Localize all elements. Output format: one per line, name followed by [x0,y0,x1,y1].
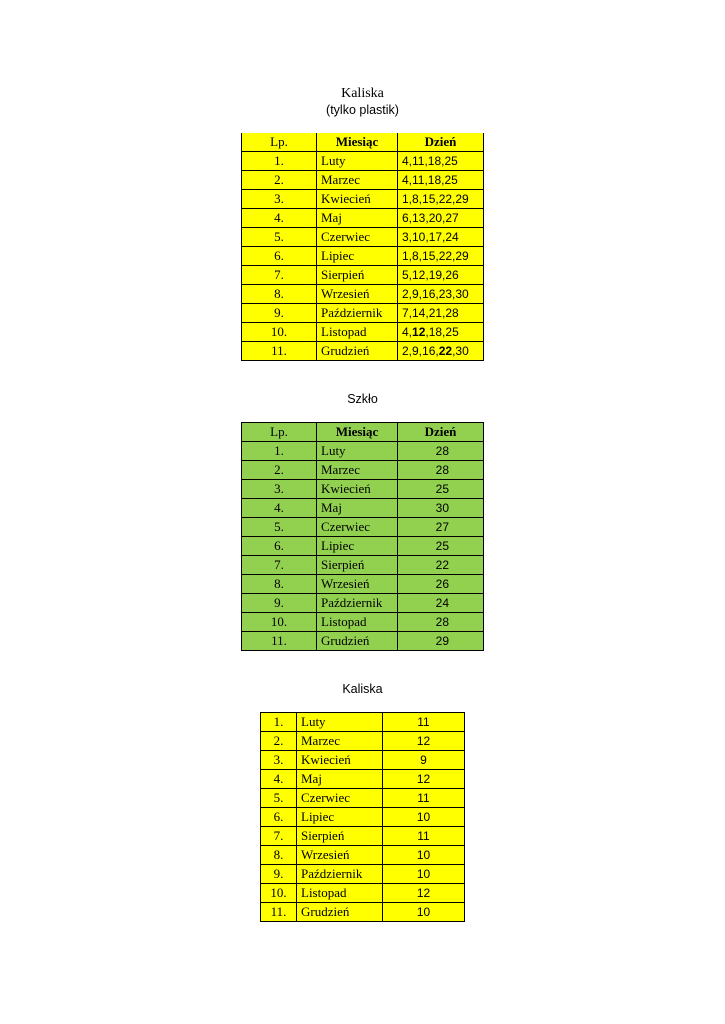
days-cell: 11 [383,713,465,732]
days-cell: 1,8,15,22,29 [398,247,484,266]
table-row [261,846,465,865]
table-row [242,285,484,304]
days-cell: 24 [398,594,484,613]
days-cell: 10 [383,865,465,884]
section3-title: Kaliska [342,682,383,696]
month-cell: Grudzień [317,632,398,651]
month-cell: Listopad [317,613,398,632]
days-text: ,30 [452,344,469,358]
month-cell: Październik [317,304,398,323]
row-number: 3. [242,480,317,499]
row-number: 10. [261,884,297,903]
table-row [261,865,465,884]
month-cell: Lipiec [317,537,398,556]
row-number: 5. [242,518,317,537]
header-day: Dzień [398,133,484,152]
table-row [242,209,484,228]
month-cell: Marzec [317,171,398,190]
month-cell: Listopad [317,323,398,342]
table-row [242,304,484,323]
month-cell: Luty [297,713,383,732]
days-cell: 1,8,15,22,29 [398,190,484,209]
month-cell: Czerwiec [317,518,398,537]
days-cell: 11 [383,827,465,846]
month-cell: Sierpień [297,827,383,846]
days-highlight: 22 [438,344,453,358]
row-number: 9. [242,594,317,613]
table-row [242,480,484,499]
table-row [242,499,484,518]
days-cell: 28 [398,461,484,480]
table-row [261,903,465,922]
row-number: 2. [261,732,297,751]
table-row [242,152,484,171]
table-row [242,575,484,594]
table-row [261,713,465,732]
month-cell: Wrzesień [297,846,383,865]
row-number: 3. [242,190,317,209]
table-row [261,808,465,827]
plastic-schedule-table [241,133,484,361]
row-number: 6. [261,808,297,827]
table-row [242,228,484,247]
row-number: 9. [242,304,317,323]
days-cell: 25 [398,480,484,499]
days-cell: 28 [398,613,484,632]
table-row [261,732,465,751]
days-cell: 10 [383,903,465,922]
month-cell: Październik [317,594,398,613]
days-text: ,18,25 [425,325,459,339]
month-cell: Wrzesień [317,285,398,304]
row-number: 4. [242,499,317,518]
days-cell: 12 [383,732,465,751]
month-cell: Grudzień [317,342,398,361]
table-row [242,323,484,342]
row-number: 1. [242,442,317,461]
table-row [261,884,465,903]
table-row [242,537,484,556]
row-number: 11. [261,903,297,922]
month-cell: Marzec [297,732,383,751]
days-cell: 6,13,20,27 [398,209,484,228]
row-number: 6. [242,537,317,556]
days-cell: 29 [398,632,484,651]
row-number: 8. [261,846,297,865]
table-row [261,751,465,770]
days-cell: 10 [383,846,465,865]
days-cell: 7,14,21,28 [398,304,484,323]
table-row [261,827,465,846]
table-row [242,190,484,209]
days-cell: 2,9,16,23,30 [398,285,484,304]
row-number: 2. [242,171,317,190]
month-cell: Maj [297,770,383,789]
row-number: 6. [242,247,317,266]
table-row [242,632,484,651]
row-number: 2. [242,461,317,480]
table-row [261,789,465,808]
row-number: 5. [261,789,297,808]
section1-subtitle: (tylko plastik) [326,103,399,117]
days-highlight: 12 [412,325,426,339]
days-cell: 12 [383,884,465,903]
row-number: 1. [242,152,317,171]
month-cell: Wrzesień [317,575,398,594]
section1-title: Kaliska [341,86,384,101]
days-cell: 30 [398,499,484,518]
month-cell: Maj [317,499,398,518]
row-number: 4. [242,209,317,228]
month-cell: Czerwiec [297,789,383,808]
table-row [261,770,465,789]
table-row [242,613,484,632]
days-cell: 4,11,18,25 [398,152,484,171]
month-cell: Październik [297,865,383,884]
table-row [242,518,484,537]
month-cell: Luty [317,152,398,171]
table-row [242,266,484,285]
header-day: Dzień [398,423,484,442]
row-number: 11. [242,342,317,361]
row-number: 4. [261,770,297,789]
month-cell: Sierpień [317,266,398,285]
month-cell: Czerwiec [317,228,398,247]
row-number: 8. [242,575,317,594]
header-lp: Lp. [242,423,317,442]
row-number: 7. [261,827,297,846]
month-cell: Grudzień [297,903,383,922]
row-number: 10. [242,323,317,342]
table-header-row [242,423,484,442]
month-cell: Lipiec [317,247,398,266]
days-cell [398,342,484,361]
days-text: 2,9,16, [402,344,439,358]
days-cell: 11 [383,789,465,808]
row-number: 5. [242,228,317,247]
row-number: 8. [242,285,317,304]
month-cell: Listopad [297,884,383,903]
month-cell: Lipiec [297,808,383,827]
glass-schedule-table [241,422,484,651]
month-cell: Marzec [317,461,398,480]
month-cell: Luty [317,442,398,461]
days-cell: 25 [398,537,484,556]
section2-title: Szkło [347,392,378,406]
row-number: 7. [242,556,317,575]
days-cell [398,323,484,342]
header-month: Miesiąc [317,133,398,152]
days-cell: 26 [398,575,484,594]
table-row [242,594,484,613]
table-row [242,461,484,480]
row-number: 9. [261,865,297,884]
table-row [242,342,484,361]
month-cell: Maj [317,209,398,228]
month-cell: Kwiecień [317,480,398,499]
table-row [242,442,484,461]
row-number: 7. [242,266,317,285]
days-text: 4, [402,325,413,339]
header-lp: Lp. [242,133,317,152]
month-cell: Sierpień [317,556,398,575]
row-number: 10. [242,613,317,632]
row-number: 1. [261,713,297,732]
month-cell: Kwiecień [297,751,383,770]
month-cell: Kwiecień [317,190,398,209]
days-cell: 22 [398,556,484,575]
days-cell: 9 [383,751,465,770]
days-cell: 3,10,17,24 [398,228,484,247]
days-cell: 4,11,18,25 [398,171,484,190]
row-number: 11. [242,632,317,651]
table-header-row [242,133,484,152]
kaliska-count-table [260,712,465,922]
table-row [242,171,484,190]
row-number: 3. [261,751,297,770]
days-cell: 28 [398,442,484,461]
days-cell: 12 [383,770,465,789]
days-cell: 5,12,19,26 [398,266,484,285]
days-cell: 10 [383,808,465,827]
table-row [242,247,484,266]
days-cell: 27 [398,518,484,537]
header-month: Miesiąc [317,423,398,442]
table-row [242,556,484,575]
